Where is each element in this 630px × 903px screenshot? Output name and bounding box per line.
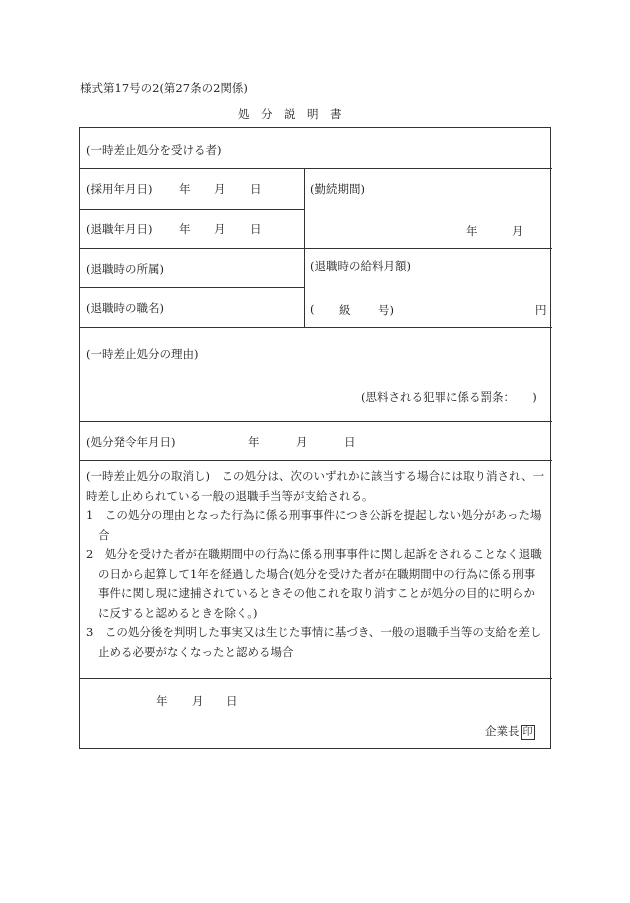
form-number: 様式第17号の2(第27条の2関係) xyxy=(80,81,248,95)
cancellation-section xyxy=(86,467,546,662)
service-months: 月 xyxy=(512,224,524,238)
document-title: 処 分 説 明 書 xyxy=(238,107,342,121)
hire-month: 月 xyxy=(214,182,226,196)
retire-day: 日 xyxy=(250,222,262,236)
row-divider xyxy=(80,168,552,169)
number-label: 号) xyxy=(378,303,394,317)
target-person-label: (一時差止処分を受ける者) xyxy=(86,143,222,157)
issue-month: 月 xyxy=(296,435,308,449)
hire-year: 年 xyxy=(179,182,191,196)
reason-label: (一時差止処分の理由) xyxy=(86,347,199,361)
signer-block xyxy=(485,723,535,740)
crime-clause: (思料される犯罪に係る罰条： ) xyxy=(361,390,537,404)
cancellation-intro: (一時差止処分の取消し) この処分は、次のいずれかに該当する場合には取り消され、一時差し止められている一般の退職手当等が支給される。 xyxy=(86,469,545,503)
service-period-label: (勤続期間) xyxy=(310,182,365,196)
row-divider xyxy=(80,460,552,461)
cancellation-item: 1 この処分の理由となった行為に係る刑事事件につき公訴を提起しない処分があった場合 xyxy=(86,508,542,542)
row-divider xyxy=(80,248,552,249)
retire-year: 年 xyxy=(179,222,191,236)
grade-open-paren: ( xyxy=(310,302,315,316)
hire-date-label: (採用年月日) xyxy=(86,182,153,196)
row-divider xyxy=(80,209,304,210)
position-label: (退職時の職名) xyxy=(86,301,164,315)
salary-label: (退職時の給料月額) xyxy=(310,259,411,273)
seal-mark: 印 xyxy=(522,726,533,738)
yen-label: 円 xyxy=(535,303,547,317)
column-divider xyxy=(304,168,305,327)
cancellation-item: 2 処分を受けた者が在職期間中の行為に係る刑事事件に関し起訴をされることなく退職の日から起算して1年を経過した場合(処分を受けた者が在職期間中の行為に係る刑事事件に関し現に逮捕されているときその他これを取り消すことが処分の目的に明らかに反すると認めるときを除く。) xyxy=(86,547,542,620)
sign-day: 日 xyxy=(226,694,238,708)
row-divider xyxy=(80,678,552,679)
service-years: 年 xyxy=(466,224,478,238)
issue-year: 年 xyxy=(248,435,260,449)
retire-month: 月 xyxy=(214,222,226,236)
signer-title: 企業長 xyxy=(485,724,520,738)
row-divider xyxy=(80,421,552,422)
row-divider xyxy=(80,327,552,328)
sign-month: 月 xyxy=(192,694,204,708)
issue-day: 日 xyxy=(344,435,356,449)
retire-date-label: (退職年月日) xyxy=(86,222,153,236)
cancellation-item: 3 この処分後を判明した事実又は生じた事情に基づき、一般の退職手当等の支給を差し止める必要がなくなったと認める場合 xyxy=(86,625,542,659)
affiliation-label: (退職時の所属) xyxy=(86,262,164,276)
row-divider xyxy=(80,287,304,288)
grade-label: 級 xyxy=(339,303,351,317)
form-table xyxy=(79,127,551,749)
issue-date-label: (処分発令年月日) xyxy=(86,435,176,449)
hire-day: 日 xyxy=(250,182,262,196)
sign-year: 年 xyxy=(156,694,168,708)
